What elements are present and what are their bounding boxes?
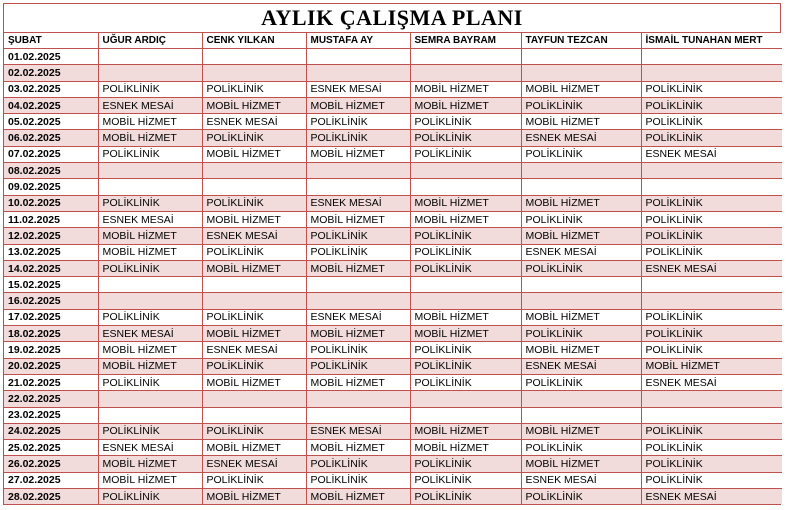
shift-cell[interactable]: POLİKLİNİK xyxy=(202,130,306,146)
table-row xyxy=(4,49,782,65)
date-cell[interactable]: 27.02.2025 xyxy=(4,472,98,488)
date-cell[interactable]: 19.02.2025 xyxy=(4,342,98,358)
shift-cell[interactable]: POLİKLİNİK xyxy=(410,244,521,260)
shift-cell[interactable]: ESNEK MESAİ xyxy=(202,342,306,358)
date-cell[interactable]: 16.02.2025 xyxy=(4,293,98,309)
table-row xyxy=(4,211,782,227)
table-row xyxy=(4,489,782,505)
date-cell[interactable]: 03.02.2025 xyxy=(4,81,98,97)
shift-cell[interactable]: POLİKLİNİK xyxy=(641,342,782,358)
date-cell[interactable]: 26.02.2025 xyxy=(4,456,98,472)
table-row xyxy=(4,114,782,130)
shift-cell[interactable]: ESNEK MESAİ xyxy=(98,326,202,342)
table-row xyxy=(4,163,782,179)
shift-cell[interactable]: POLİKLİNİK xyxy=(521,97,641,113)
shift-cell[interactable] xyxy=(98,293,202,309)
shift-cell[interactable]: ESNEK MESAİ xyxy=(521,472,641,488)
shift-cell[interactable]: MOBİL HİZMET xyxy=(98,342,202,358)
shift-cell[interactable]: ESNEK MESAİ xyxy=(306,309,410,325)
shift-cell[interactable]: POLİKLİNİK xyxy=(306,456,410,472)
shift-cell[interactable]: POLİKLİNİK xyxy=(306,130,410,146)
shift-cell[interactable]: POLİKLİNİK xyxy=(98,423,202,439)
shift-cell[interactable]: MOBİL HİZMET xyxy=(410,309,521,325)
date-cell[interactable]: 07.02.2025 xyxy=(4,146,98,162)
shift-cell[interactable]: POLİKLİNİK xyxy=(306,342,410,358)
shift-cell[interactable]: ESNEK MESAİ xyxy=(98,440,202,456)
shift-cell[interactable]: MOBİL HİZMET xyxy=(410,195,521,211)
shift-cell[interactable]: ESNEK MESAİ xyxy=(306,423,410,439)
shift-cell[interactable]: MOBİL HİZMET xyxy=(306,374,410,390)
shift-cell[interactable]: MOBİL HİZMET xyxy=(98,358,202,374)
shift-cell[interactable]: POLİKLİNİK xyxy=(641,211,782,227)
table-row xyxy=(4,472,782,488)
shift-cell[interactable]: POLİKLİNİK xyxy=(641,456,782,472)
shift-cell[interactable]: POLİKLİNİK xyxy=(641,130,782,146)
shift-cell[interactable] xyxy=(521,277,641,293)
shift-cell[interactable]: MOBİL HİZMET xyxy=(521,456,641,472)
shift-cell[interactable]: POLİKLİNİK xyxy=(410,489,521,505)
shift-cell[interactable]: POLİKLİNİK xyxy=(410,374,521,390)
header-mustafa-ay[interactable]: MUSTAFA AY xyxy=(306,33,410,49)
date-cell[interactable]: 20.02.2025 xyxy=(4,358,98,374)
shift-cell[interactable] xyxy=(410,49,521,65)
shift-cell[interactable]: ESNEK MESAİ xyxy=(98,97,202,113)
shift-cell[interactable]: MOBİL HİZMET xyxy=(202,211,306,227)
shift-cell[interactable]: MOBİL HİZMET xyxy=(521,228,641,244)
shift-cell[interactable]: POLİKLİNİK xyxy=(641,97,782,113)
table-row xyxy=(4,326,782,342)
shift-cell[interactable] xyxy=(306,391,410,407)
date-cell[interactable]: 15.02.2025 xyxy=(4,277,98,293)
shift-cell[interactable] xyxy=(306,65,410,81)
shift-cell[interactable]: POLİKLİNİK xyxy=(410,114,521,130)
shift-cell[interactable]: ESNEK MESAİ xyxy=(641,374,782,390)
shift-cell[interactable]: ESNEK MESAİ xyxy=(202,456,306,472)
shift-cell[interactable]: MOBİL HİZMET xyxy=(521,81,641,97)
table-row xyxy=(4,228,782,244)
date-cell[interactable]: 08.02.2025 xyxy=(4,163,98,179)
shift-cell[interactable] xyxy=(202,407,306,423)
shift-cell[interactable] xyxy=(202,49,306,65)
shift-cell[interactable]: ESNEK MESAİ xyxy=(641,260,782,276)
shift-cell[interactable]: POLİKLİNİK xyxy=(641,114,782,130)
shift-cell[interactable]: POLİKLİNİK xyxy=(202,423,306,439)
shift-cell[interactable] xyxy=(410,65,521,81)
shift-cell[interactable]: MOBİL HİZMET xyxy=(202,146,306,162)
date-cell[interactable]: 06.02.2025 xyxy=(4,130,98,146)
shift-cell[interactable]: POLİKLİNİK xyxy=(202,309,306,325)
table-row xyxy=(4,65,782,81)
date-cell[interactable]: 12.02.2025 xyxy=(4,228,98,244)
shift-cell[interactable]: POLİKLİNİK xyxy=(410,456,521,472)
shift-cell[interactable]: POLİKLİNİK xyxy=(202,358,306,374)
shift-cell[interactable]: ESNEK MESAİ xyxy=(521,358,641,374)
shift-cell[interactable] xyxy=(306,293,410,309)
header-ismail-tunahan-mert[interactable]: İSMAİL TUNAHAN MERT xyxy=(641,33,782,49)
shift-cell[interactable]: POLİKLİNİK xyxy=(410,130,521,146)
date-cell[interactable]: 09.02.2025 xyxy=(4,179,98,195)
shift-cell[interactable]: MOBİL HİZMET xyxy=(521,342,641,358)
table-row xyxy=(4,342,782,358)
date-cell[interactable]: 13.02.2025 xyxy=(4,244,98,260)
shift-cell[interactable]: MOBİL HİZMET xyxy=(521,423,641,439)
shift-cell[interactable]: POLİKLİNİK xyxy=(410,342,521,358)
date-cell[interactable]: 14.02.2025 xyxy=(4,260,98,276)
shift-cell[interactable] xyxy=(202,293,306,309)
shift-cell[interactable]: POLİKLİNİK xyxy=(306,228,410,244)
shift-cell[interactable]: POLİKLİNİK xyxy=(410,358,521,374)
shift-cell[interactable]: MOBİL HİZMET xyxy=(98,456,202,472)
shift-cell[interactable]: POLİKLİNİK xyxy=(306,358,410,374)
shift-cell[interactable] xyxy=(202,65,306,81)
table-row xyxy=(4,81,782,97)
shift-cell[interactable]: MOBİL HİZMET xyxy=(202,374,306,390)
shift-cell[interactable] xyxy=(641,65,782,81)
shift-cell[interactable]: MOBİL HİZMET xyxy=(410,81,521,97)
shift-cell[interactable] xyxy=(641,179,782,195)
shift-cell[interactable]: MOBİL HİZMET xyxy=(306,440,410,456)
shift-cell[interactable] xyxy=(521,49,641,65)
shift-cell[interactable] xyxy=(521,179,641,195)
table-row xyxy=(4,179,782,195)
shift-cell[interactable]: POLİKLİNİK xyxy=(521,489,641,505)
shift-cell[interactable]: POLİKLİNİK xyxy=(98,195,202,211)
table-row xyxy=(4,97,782,113)
shift-cell[interactable]: POLİKLİNİK xyxy=(521,146,641,162)
shift-cell[interactable]: POLİKLİNİK xyxy=(641,440,782,456)
shift-cell[interactable]: MOBİL HİZMET xyxy=(306,97,410,113)
shift-cell[interactable]: POLİKLİNİK xyxy=(521,260,641,276)
shift-cell[interactable]: POLİKLİNİK xyxy=(202,195,306,211)
shift-cell[interactable]: POLİKLİNİK xyxy=(410,472,521,488)
shift-cell[interactable] xyxy=(641,277,782,293)
shift-cell[interactable]: POLİKLİNİK xyxy=(641,81,782,97)
header-semra-bayram[interactable]: SEMRA BAYRAM xyxy=(410,33,521,49)
shift-cell[interactable]: POLİKLİNİK xyxy=(202,244,306,260)
shift-cell[interactable]: ESNEK MESAİ xyxy=(202,114,306,130)
shift-cell[interactable]: MOBİL HİZMET xyxy=(410,326,521,342)
shift-cell[interactable] xyxy=(98,163,202,179)
shift-cell[interactable]: POLİKLİNİK xyxy=(410,146,521,162)
shift-cell[interactable]: MOBİL HİZMET xyxy=(98,472,202,488)
date-cell[interactable]: 10.02.2025 xyxy=(4,195,98,211)
shift-cell[interactable]: MOBİL HİZMET xyxy=(202,440,306,456)
shift-cell[interactable]: POLİKLİNİK xyxy=(641,326,782,342)
shift-cell[interactable]: ESNEK MESAİ xyxy=(641,489,782,505)
table-row xyxy=(4,407,782,423)
shift-cell[interactable] xyxy=(410,179,521,195)
shift-cell[interactable]: MOBİL HİZMET xyxy=(306,211,410,227)
date-cell[interactable]: 22.02.2025 xyxy=(4,391,98,407)
table-row xyxy=(4,309,782,325)
shift-cell[interactable]: POLİKLİNİK xyxy=(98,260,202,276)
date-cell[interactable]: 17.02.2025 xyxy=(4,309,98,325)
shift-cell[interactable]: POLİKLİNİK xyxy=(410,260,521,276)
date-cell[interactable]: 21.02.2025 xyxy=(4,374,98,390)
shift-cell[interactable] xyxy=(202,391,306,407)
shift-cell[interactable] xyxy=(410,293,521,309)
shift-cell[interactable] xyxy=(306,179,410,195)
shift-cell[interactable] xyxy=(521,163,641,179)
shift-cell[interactable]: ESNEK MESAİ xyxy=(306,81,410,97)
shift-cell[interactable]: MOBİL HİZMET xyxy=(306,146,410,162)
shift-cell[interactable] xyxy=(98,391,202,407)
shift-cell[interactable]: POLİKLİNİK xyxy=(202,81,306,97)
shift-cell[interactable]: POLİKLİNİK xyxy=(521,374,641,390)
shift-cell[interactable]: POLİKLİNİK xyxy=(98,489,202,505)
shift-cell[interactable]: POLİKLİNİK xyxy=(306,114,410,130)
shift-cell[interactable]: MOBİL HİZMET xyxy=(521,195,641,211)
shift-cell[interactable] xyxy=(641,163,782,179)
shift-cell[interactable]: POLİKLİNİK xyxy=(521,211,641,227)
date-cell[interactable]: 01.02.2025 xyxy=(4,49,98,65)
shift-cell[interactable]: POLİKLİNİK xyxy=(98,146,202,162)
shift-cell[interactable]: MOBİL HİZMET xyxy=(521,114,641,130)
shift-cell[interactable] xyxy=(641,49,782,65)
table-row xyxy=(4,244,782,260)
shift-cell[interactable]: MOBİL HİZMET xyxy=(202,489,306,505)
shift-cell[interactable] xyxy=(521,65,641,81)
shift-cell[interactable] xyxy=(521,293,641,309)
shift-cell[interactable] xyxy=(521,391,641,407)
shift-cell[interactable]: ESNEK MESAİ xyxy=(98,211,202,227)
table-row xyxy=(4,130,782,146)
shift-cell[interactable]: MOBİL HİZMET xyxy=(410,440,521,456)
date-cell[interactable]: 02.02.2025 xyxy=(4,65,98,81)
table-row xyxy=(4,374,782,390)
date-cell[interactable]: 11.02.2025 xyxy=(4,211,98,227)
shift-cell[interactable]: MOBİL HİZMET xyxy=(410,423,521,439)
shift-cell[interactable] xyxy=(306,49,410,65)
header-ugur-ardic[interactable]: UĞUR ARDIÇ xyxy=(98,33,202,49)
shift-cell[interactable]: POLİKLİNİK xyxy=(641,244,782,260)
shift-cell[interactable]: POLİKLİNİK xyxy=(641,228,782,244)
date-cell[interactable]: 28.02.2025 xyxy=(4,489,98,505)
shift-cell[interactable]: POLİKLİNİK xyxy=(641,472,782,488)
table-row xyxy=(4,195,782,211)
shift-cell[interactable] xyxy=(641,407,782,423)
date-cell[interactable]: 05.02.2025 xyxy=(4,114,98,130)
shift-cell[interactable]: MOBİL HİZMET xyxy=(202,326,306,342)
shift-cell[interactable]: ESNEK MESAİ xyxy=(521,130,641,146)
shift-cell[interactable]: MOBİL HİZMET xyxy=(98,130,202,146)
shift-cell[interactable] xyxy=(410,277,521,293)
shift-cell[interactable]: POLİKLİNİK xyxy=(98,374,202,390)
header-cenk-yilkan[interactable]: CENK YILKAN xyxy=(202,33,306,49)
shift-cell[interactable] xyxy=(410,407,521,423)
shift-cell[interactable]: MOBİL HİZMET xyxy=(306,260,410,276)
shift-cell[interactable]: ESNEK MESAİ xyxy=(521,244,641,260)
shift-cell[interactable]: MOBİL HİZMET xyxy=(410,97,521,113)
shift-cell[interactable]: MOBİL HİZMET xyxy=(306,326,410,342)
shift-cell[interactable]: POLİKLİNİK xyxy=(98,81,202,97)
shift-cell[interactable] xyxy=(641,293,782,309)
shift-cell[interactable]: POLİKLİNİK xyxy=(521,326,641,342)
shift-cell[interactable]: POLİKLİNİK xyxy=(202,472,306,488)
table-row xyxy=(4,277,782,293)
shift-cell[interactable] xyxy=(98,65,202,81)
schedule-table xyxy=(4,33,782,504)
header-month[interactable]: ŞUBAT xyxy=(4,33,98,49)
shift-cell[interactable] xyxy=(641,391,782,407)
shift-cell[interactable] xyxy=(306,407,410,423)
shift-cell[interactable]: ESNEK MESAİ xyxy=(306,195,410,211)
shift-cell[interactable]: MOBİL HİZMET xyxy=(202,260,306,276)
shift-cell[interactable] xyxy=(521,407,641,423)
shift-cell[interactable] xyxy=(98,49,202,65)
shift-cell[interactable] xyxy=(306,277,410,293)
shift-cell[interactable]: POLİKLİNİK xyxy=(641,309,782,325)
shift-cell[interactable]: POLİKLİNİK xyxy=(306,244,410,260)
shift-cell[interactable]: POLİKLİNİK xyxy=(641,423,782,439)
date-cell[interactable]: 04.02.2025 xyxy=(4,97,98,113)
header-tayfun-tezcan[interactable]: TAYFUN TEZCAN xyxy=(521,33,641,49)
shift-cell[interactable] xyxy=(98,277,202,293)
shift-cell[interactable]: MOBİL HİZMET xyxy=(98,228,202,244)
shift-cell[interactable]: POLİKLİNİK xyxy=(410,228,521,244)
date-cell[interactable]: 24.02.2025 xyxy=(4,423,98,439)
shift-cell[interactable] xyxy=(202,179,306,195)
shift-cell[interactable]: MOBİL HİZMET xyxy=(641,358,782,374)
shift-cell[interactable] xyxy=(202,163,306,179)
shift-cell[interactable]: ESNEK MESAİ xyxy=(641,146,782,162)
shift-cell[interactable] xyxy=(202,277,306,293)
shift-cell[interactable]: MOBİL HİZMET xyxy=(98,114,202,130)
table-row xyxy=(4,293,782,309)
shift-cell[interactable]: POLİKLİNİK xyxy=(641,195,782,211)
date-cell[interactable]: 23.02.2025 xyxy=(4,407,98,423)
shift-cell[interactable] xyxy=(306,163,410,179)
shift-cell[interactable]: POLİKLİNİK xyxy=(306,472,410,488)
table-row xyxy=(4,423,782,439)
shift-cell[interactable] xyxy=(98,179,202,195)
shift-cell[interactable]: MOBİL HİZMET xyxy=(98,244,202,260)
shift-cell[interactable] xyxy=(410,163,521,179)
shift-cell[interactable]: MOBİL HİZMET xyxy=(202,97,306,113)
header-row xyxy=(4,33,782,49)
shift-cell[interactable]: MOBİL HİZMET xyxy=(521,309,641,325)
table-row xyxy=(4,391,782,407)
date-cell[interactable]: 25.02.2025 xyxy=(4,440,98,456)
schedule-body xyxy=(4,49,782,505)
page-title[interactable]: AYLIK ÇALIŞMA PLANI xyxy=(4,4,780,33)
table-row xyxy=(4,358,782,374)
shift-cell[interactable] xyxy=(410,391,521,407)
table-row xyxy=(4,456,782,472)
shift-cell[interactable]: POLİKLİNİK xyxy=(98,309,202,325)
shift-cell[interactable]: MOBİL HİZMET xyxy=(306,489,410,505)
table-row xyxy=(4,440,782,456)
shift-cell[interactable] xyxy=(98,407,202,423)
shift-cell[interactable]: POLİKLİNİK xyxy=(521,440,641,456)
table-row xyxy=(4,260,782,276)
table-row xyxy=(4,146,782,162)
shift-cell[interactable]: ESNEK MESAİ xyxy=(202,228,306,244)
schedule-sheet xyxy=(3,3,781,505)
shift-cell[interactable]: MOBİL HİZMET xyxy=(410,211,521,227)
date-cell[interactable]: 18.02.2025 xyxy=(4,326,98,342)
